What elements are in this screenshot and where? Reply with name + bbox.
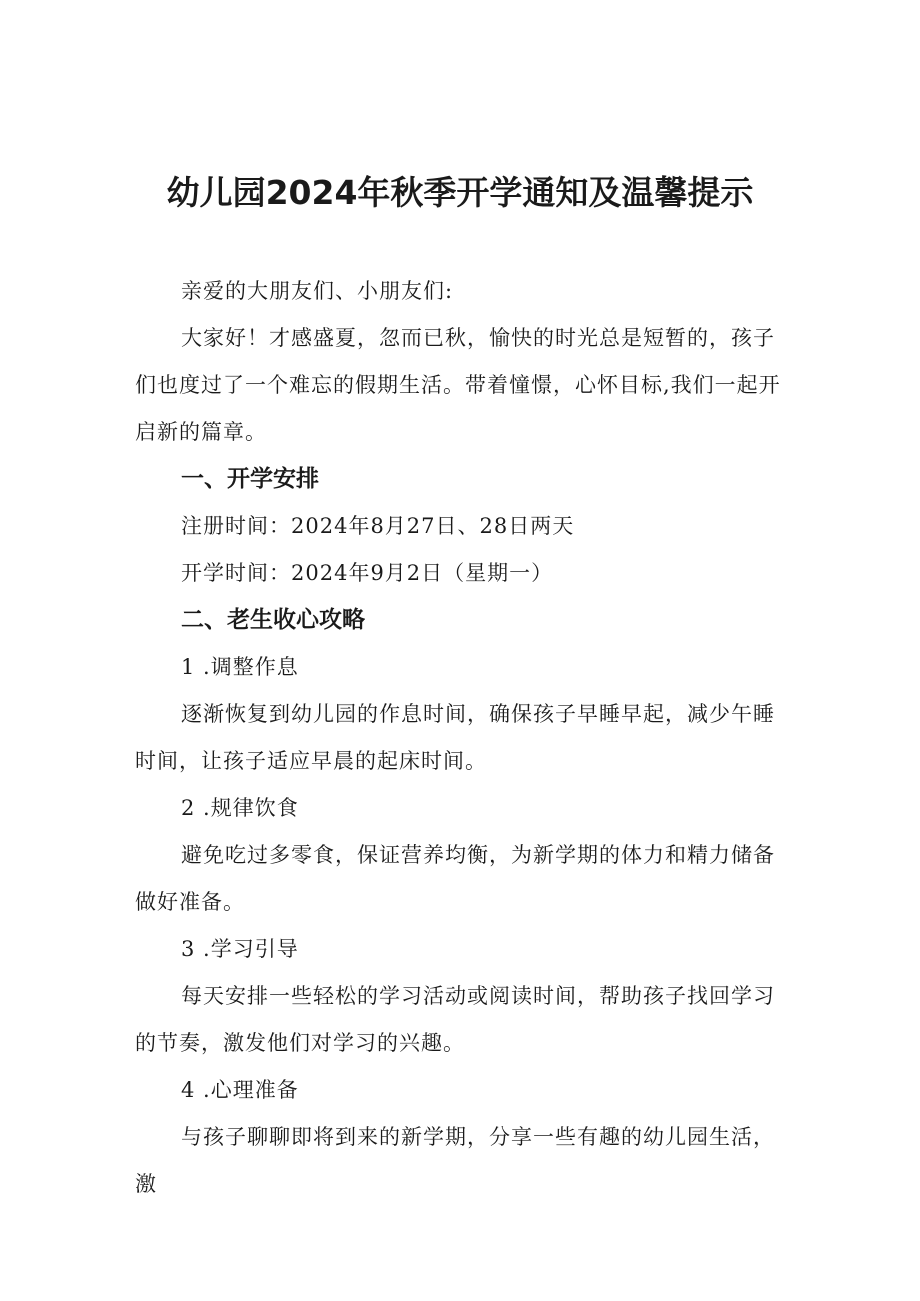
section-heading-tips: 二、老生收心攻略 [181, 607, 365, 633]
tip-text: 逐渐恢复到幼儿园的作息时间，确保孩子早睡早起，减少午睡时间，让孩子适应早晨的起床时间。 [135, 702, 775, 773]
tip-title: 2 .规律饮食 [181, 796, 299, 820]
section-heading-schedule: 一、开学安排 [181, 466, 319, 492]
intro-paragraph: 大家好！才感盛夏，忽而已秋，愉快的时光总是短暂的，孩子们也度过了一个难忘的假期生活。带着憧憬，心怀目标,我们一起开启新的篇章。 [135, 326, 781, 444]
document-body [135, 268, 790, 1208]
start-time: 开学时间：2024年9月2日（星期一） [181, 561, 554, 585]
tip-title: 3 .学习引导 [181, 937, 299, 961]
document-title: 幼儿园2024年秋季开学通知及温馨提示 [166, 173, 754, 212]
tip-text: 避免吃过多零食，保证营养均衡，为新学期的体力和精力储备做好准备。 [135, 843, 775, 914]
tip-text: 与孩子聊聊即将到来的新学期，分享一些有趣的幼儿园生活，激 [135, 1125, 775, 1196]
tip-text: 每天安排一些轻松的学习活动或阅读时间，帮助孩子找回学习的节奏，激发他们对学习的兴趣。 [135, 984, 775, 1055]
greeting: 亲爱的大朋友们、小朋友们: [181, 279, 454, 303]
tip-title: 1 .调整作息 [181, 655, 299, 679]
tip-title: 4 .心理准备 [181, 1078, 299, 1102]
registration-time: 注册时间：2024年8月27日、28日两天 [181, 514, 575, 538]
